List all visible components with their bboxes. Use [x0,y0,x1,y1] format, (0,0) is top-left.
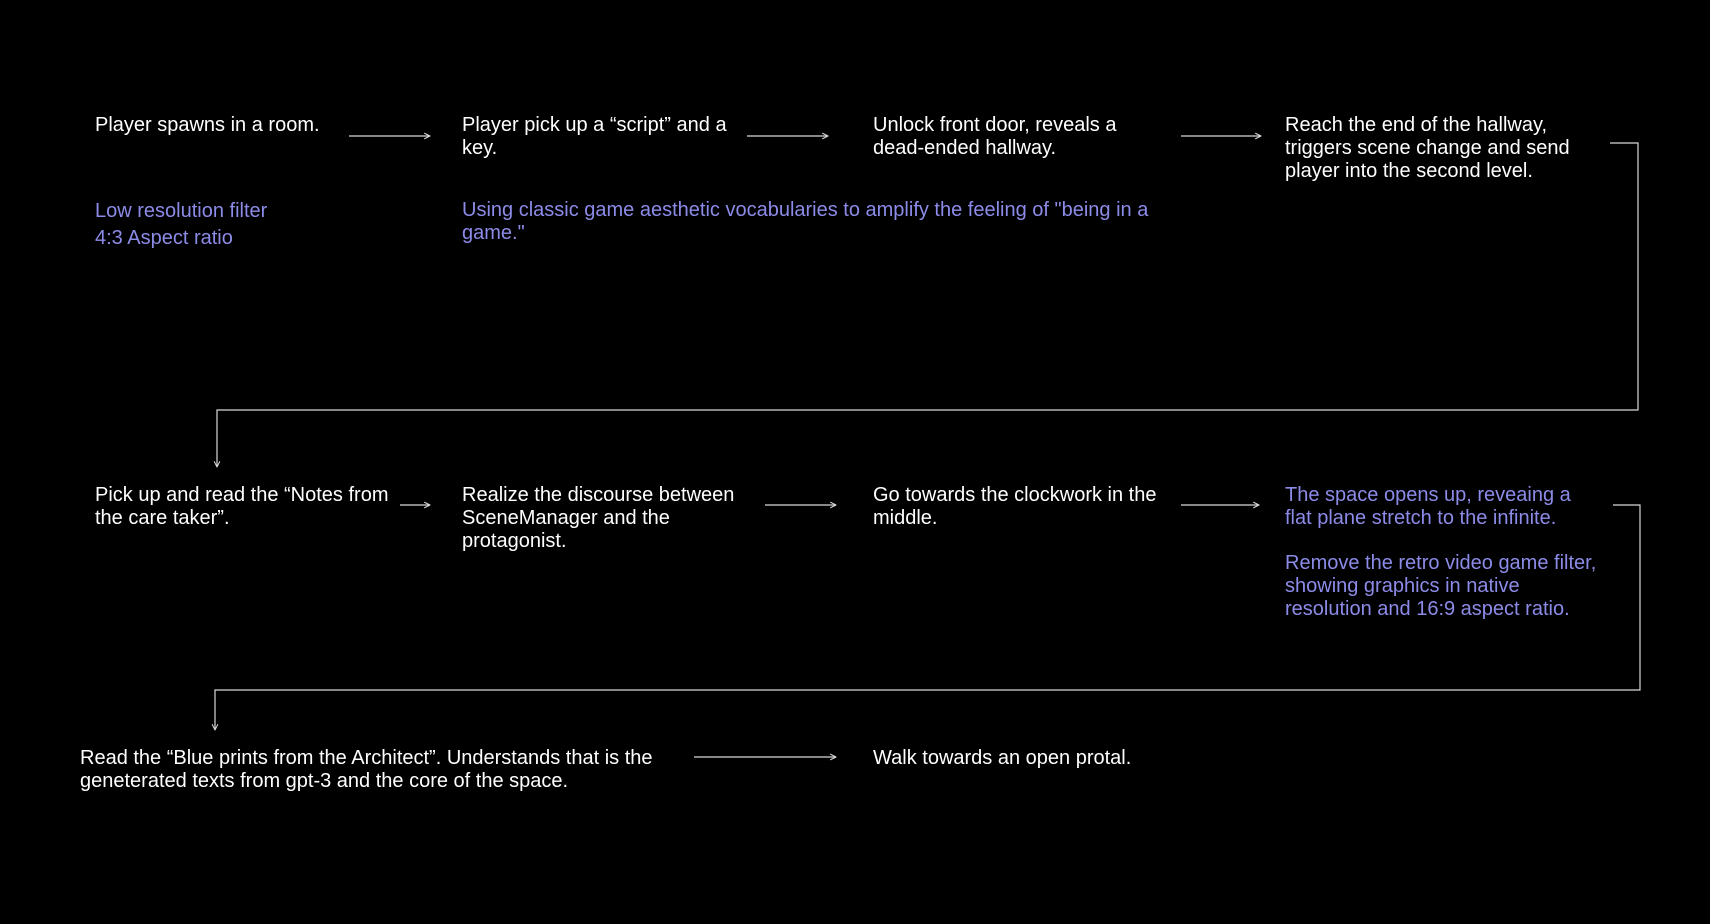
step-pick-up-script: Player pick up a “script” and a key. [462,114,727,159]
note-low-resolution-filter: Low resolution filter 4:3 Aspect ratio [95,200,268,249]
step-read-notes: Pick up and read the “Notes from the care taker”. [95,484,389,529]
step-realize-discourse: Realize the discourse between SceneManager and the protagonist. [462,484,735,552]
step-space-opens-up: The space opens up, reveaing a flat plane stretch to the infinite. [1285,484,1571,529]
step-walk-to-portal: Walk towards an open protal. [873,747,1132,769]
step-reach-end-of-hallway: Reach the end of the hallway, triggers scene change and send player into the second level. [1285,114,1570,182]
connector-s4-to-s5 [217,143,1638,467]
step-player-spawns: Player spawns in a room. [95,114,320,136]
step-read-blue-prints: Read the “Blue prints from the Architect”. Understands that is the geneterated texts from gpt-3 and the core of the space. [80,747,653,792]
note-classic-game-aesthetic: Using classic game aesthetic vocabularies to amplify the feeling of "being in a game." [462,199,1149,244]
note-remove-retro-filter: Remove the retro video game filter, showing graphics in native resolution and 16:9 aspect ratio. [1285,552,1597,620]
step-go-to-clockwork: Go towards the clockwork in the middle. [873,484,1157,529]
step-unlock-front-door: Unlock front door, reveals a dead-ended hallway. [873,114,1117,159]
